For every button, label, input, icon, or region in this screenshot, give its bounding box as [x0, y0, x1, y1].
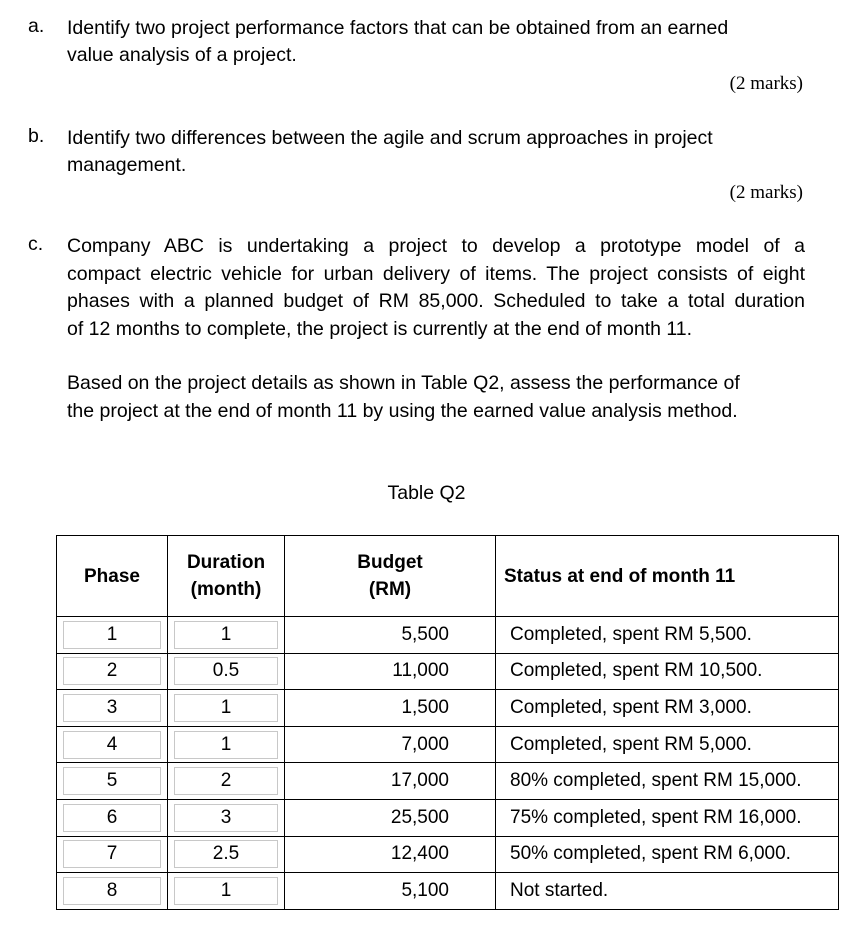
- status-cell-text: Completed, spent RM 10,500.: [510, 660, 763, 682]
- header-status: [496, 536, 839, 617]
- phase-cell: [57, 873, 168, 910]
- phase-cell-text: 6: [63, 804, 161, 832]
- phase-cell-text: 7: [63, 840, 161, 868]
- table-row: [57, 873, 839, 910]
- duration-cell-text: 1: [174, 694, 278, 722]
- budget-cell-text: 5,500: [401, 623, 449, 645]
- phase-cell: [57, 617, 168, 654]
- duration-cell: [168, 690, 285, 727]
- status-cell-text: Completed, spent RM 5,000.: [510, 733, 752, 755]
- status-cell-text: 75% completed, spent RM 16,000.: [510, 806, 802, 828]
- budget-cell-text: 1,500: [401, 696, 449, 718]
- budget-cell: [285, 873, 496, 910]
- header-status-label: Status at end of month 11: [504, 565, 736, 587]
- duration-cell-text: 1: [174, 621, 278, 649]
- budget-cell: [285, 653, 496, 690]
- question-b-line-1: Identify two differences between the agile and scrum approaches in project: [67, 127, 713, 149]
- header-duration-line-1: Duration: [186, 552, 266, 573]
- table-row: [57, 763, 839, 800]
- budget-cell: [285, 617, 496, 654]
- question-c-para2-line-2: the project at the end of month 11 by using the earned value analysis method.: [67, 399, 738, 422]
- budget-cell: [285, 726, 496, 763]
- question-a-letter: a.: [28, 15, 45, 37]
- phase-cell-text: 8: [63, 877, 161, 905]
- status-cell: [496, 653, 839, 690]
- question-a-line-2: value analysis of a project.: [67, 44, 297, 66]
- duration-cell-text: 0.5: [174, 657, 278, 685]
- question-c-line-1: Company ABC is undertaking a project to develop a prototype model of a: [67, 235, 805, 257]
- table-header-row: [57, 536, 839, 617]
- budget-cell-text: 5,100: [401, 879, 449, 901]
- question-a-marks: (2 marks): [729, 73, 803, 94]
- question-c-paragraph-1: [67, 233, 805, 343]
- status-cell-text: 80% completed, spent RM 15,000.: [510, 770, 802, 792]
- budget-cell-text: 25,500: [390, 806, 449, 828]
- question-b-line-2: management.: [67, 154, 187, 176]
- budget-cell-text: 7,000: [401, 733, 449, 755]
- duration-cell-text: 1: [174, 877, 278, 905]
- duration-cell: [168, 799, 285, 836]
- table-caption: Table Q2: [387, 482, 466, 504]
- duration-cell: [168, 653, 285, 690]
- question-c-line-3: phases with a planned budget of RM 85,000. Scheduled to take a total duration: [67, 290, 805, 312]
- header-phase: [57, 536, 168, 617]
- duration-cell: [168, 836, 285, 873]
- phase-cell: [57, 799, 168, 836]
- header-budget: [285, 536, 496, 617]
- earned-value-table: [56, 535, 839, 910]
- budget-cell: [285, 690, 496, 727]
- budget-cell-text: 12,400: [390, 843, 449, 865]
- phase-cell-text: 5: [63, 767, 161, 795]
- question-c-letter: c.: [28, 233, 44, 255]
- status-cell-text: Completed, spent RM 5,500.: [510, 623, 752, 645]
- duration-cell-text: 2: [174, 767, 278, 795]
- budget-cell: [285, 836, 496, 873]
- phase-cell-text: 4: [63, 731, 161, 759]
- duration-cell: [168, 763, 285, 800]
- status-cell: [496, 617, 839, 654]
- table-row: [57, 726, 839, 763]
- table-body: [57, 617, 839, 910]
- status-cell: [496, 873, 839, 910]
- duration-cell-text: 2.5: [174, 840, 278, 868]
- status-cell: [496, 690, 839, 727]
- table-row: [57, 836, 839, 873]
- status-cell-text: Completed, spent RM 3,000.: [510, 696, 752, 718]
- question-c-line-2: compact electric vehicle for urban delivery of items. The project consists of eight: [67, 262, 805, 285]
- header-duration-line-2: (month): [190, 579, 262, 600]
- phase-cell: [57, 690, 168, 727]
- table-row: [57, 653, 839, 690]
- budget-cell-text: 17,000: [390, 770, 449, 792]
- phase-cell-text: 3: [63, 694, 161, 722]
- status-cell-text: 50% completed, spent RM 6,000.: [510, 843, 791, 865]
- header-duration: [168, 536, 285, 617]
- phase-cell: [57, 726, 168, 763]
- duration-cell-text: 3: [174, 804, 278, 832]
- budget-cell: [285, 763, 496, 800]
- phase-cell: [57, 836, 168, 873]
- table-row: [57, 617, 839, 654]
- phase-cell-text: 1: [63, 621, 161, 649]
- question-c-line-4: of 12 months to complete, the project is currently at the end of month 11.: [67, 317, 693, 340]
- duration-cell: [168, 617, 285, 654]
- table-row: [57, 690, 839, 727]
- duration-cell: [168, 726, 285, 763]
- question-c-paragraph-2: [67, 370, 740, 425]
- phase-cell-text: 2: [63, 657, 161, 685]
- header-phase-label: Phase: [84, 565, 140, 587]
- table-row: [57, 799, 839, 836]
- question-a-line-1: Identify two project performance factors that can be obtained from an earned: [67, 17, 729, 39]
- question-b-letter: b.: [28, 125, 45, 147]
- phase-cell: [57, 763, 168, 800]
- phase-cell: [57, 653, 168, 690]
- header-budget-line-2: (RM): [368, 579, 412, 600]
- status-cell-text: Not started.: [510, 879, 609, 901]
- status-cell: [496, 763, 839, 800]
- question-b-marks: (2 marks): [729, 182, 803, 203]
- duration-cell: [168, 873, 285, 910]
- status-cell: [496, 799, 839, 836]
- status-cell: [496, 836, 839, 873]
- status-cell: [496, 726, 839, 763]
- question-c-para2-line-1: Based on the project details as shown in Table Q2, assess the performance of: [67, 372, 740, 394]
- budget-cell: [285, 799, 496, 836]
- header-budget-line-1: Budget: [357, 552, 423, 573]
- budget-cell-text: 11,000: [392, 660, 449, 682]
- duration-cell-text: 1: [174, 731, 278, 759]
